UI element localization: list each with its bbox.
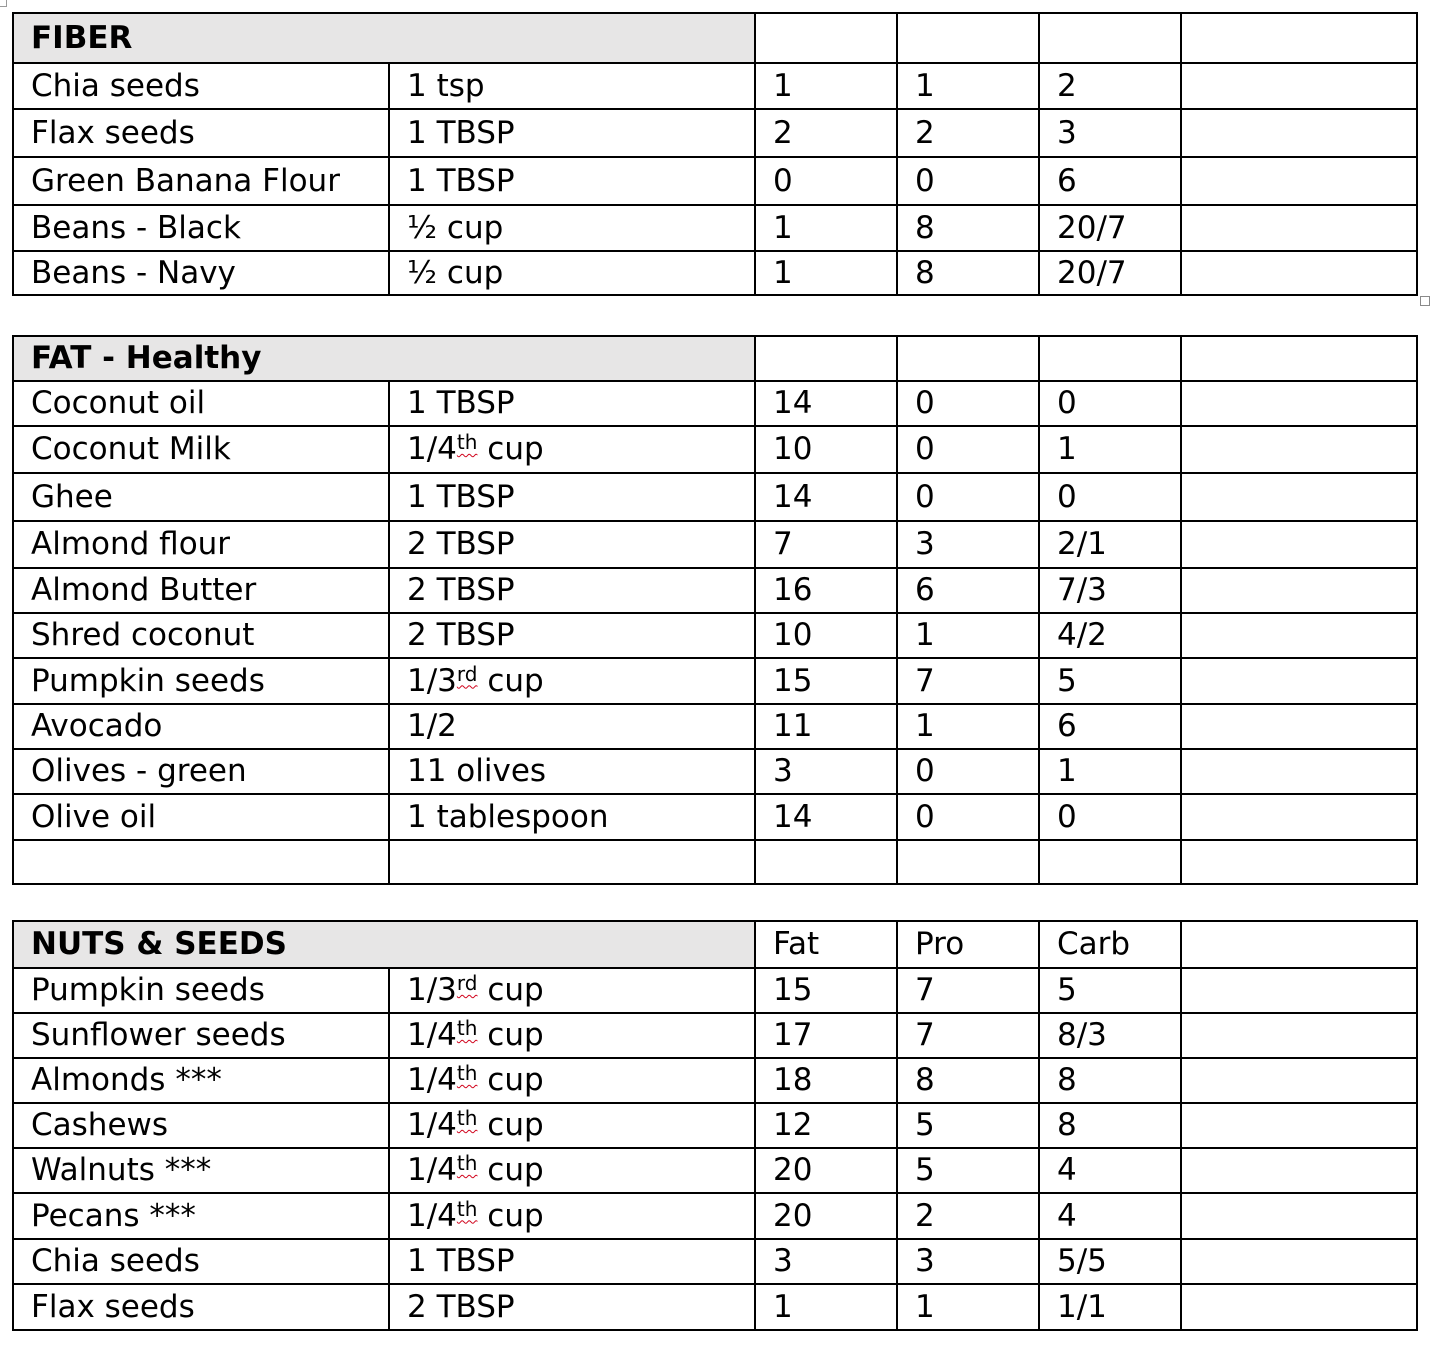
column-header-fat: Fat (755, 921, 897, 968)
value-cell: 8 (897, 205, 1039, 251)
table-row (13, 205, 1417, 251)
ordinal-suffix: th (456, 1106, 478, 1130)
table-row (13, 109, 1417, 157)
value-cell: 1 (755, 251, 897, 295)
table-header-row (13, 921, 1417, 968)
food-name: Olives - green (13, 749, 389, 794)
table-row (13, 1239, 1417, 1284)
value-cell: 1 (897, 613, 1039, 658)
serving-size (389, 968, 755, 1013)
serving-size: 1/2 (389, 704, 755, 749)
food-name: Pumpkin seeds (13, 968, 389, 1013)
serving-unit: cup (477, 1062, 544, 1098)
serving-number: 1/4 (407, 1107, 457, 1143)
serving-size (389, 1013, 755, 1058)
value-cell: 14 (755, 381, 897, 426)
value-cell: 5/5 (1039, 1239, 1181, 1284)
value-cell: 16 (755, 568, 897, 613)
serving-size: 2 TBSP (389, 613, 755, 658)
value-cell (1181, 1239, 1417, 1284)
serving-unit: cup (477, 1017, 544, 1053)
serving-unit: cup (477, 1197, 544, 1234)
value-cell: 1 (897, 63, 1039, 109)
value-cell: 7/3 (1039, 568, 1181, 613)
value-cell: 2 (897, 109, 1039, 157)
column-header (1039, 13, 1181, 63)
value-cell (755, 840, 897, 884)
column-header (897, 13, 1039, 63)
serving-size: 1 TBSP (389, 473, 755, 521)
section-title: FIBER (13, 13, 755, 63)
value-cell: 20/7 (1039, 205, 1181, 251)
serving-size (389, 1103, 755, 1148)
ordinal-suffix: th (456, 1016, 478, 1040)
column-header (897, 336, 1039, 381)
serving-unit: cup (477, 662, 544, 699)
food-name: Coconut oil (13, 381, 389, 426)
value-cell: 7 (755, 521, 897, 568)
table-row (13, 1013, 1417, 1058)
serving-size: ½ cup (389, 251, 755, 295)
table-row (13, 568, 1417, 613)
value-cell (1039, 840, 1181, 884)
food-name: Almond flour (13, 521, 389, 568)
value-cell: 2 (1039, 63, 1181, 109)
table-row (13, 658, 1417, 704)
table-row (13, 1058, 1417, 1103)
serving-size: 11 olives (389, 749, 755, 794)
value-cell (1181, 63, 1417, 109)
value-cell: 8 (897, 251, 1039, 295)
serving-size (389, 426, 755, 473)
table-row (13, 157, 1417, 205)
value-cell: 1 (755, 63, 897, 109)
serving-number: 1/4 (407, 1017, 457, 1053)
serving-unit: cup (477, 972, 544, 1008)
value-cell: 4/2 (1039, 613, 1181, 658)
table-row (13, 426, 1417, 473)
serving-size (389, 1148, 755, 1193)
food-name: Beans - Navy (13, 251, 389, 295)
serving-size: ½ cup (389, 205, 755, 251)
value-cell: 11 (755, 704, 897, 749)
column-header (1181, 13, 1417, 63)
ordinal-suffix: rd (456, 971, 478, 995)
value-cell: 20 (755, 1193, 897, 1239)
column-header-pro: Pro (897, 921, 1039, 968)
column-header (1181, 921, 1417, 968)
serving-unit: cup (477, 1152, 544, 1188)
food-name: Ghee (13, 473, 389, 521)
table-row (13, 381, 1417, 426)
value-cell: 5 (1039, 968, 1181, 1013)
ordinal-suffix: th (456, 1196, 478, 1221)
column-header (755, 13, 897, 63)
table-header-row (13, 336, 1417, 381)
value-cell (1181, 521, 1417, 568)
value-cell (1181, 473, 1417, 521)
value-cell: 7 (897, 968, 1039, 1013)
value-cell: 1 (755, 1284, 897, 1330)
value-cell: 1 (897, 1284, 1039, 1330)
table-row (13, 1193, 1417, 1239)
value-cell: 1 (1039, 426, 1181, 473)
value-cell: 6 (1039, 157, 1181, 205)
table-row (13, 473, 1417, 521)
value-cell: 0 (897, 157, 1039, 205)
food-name: Chia seeds (13, 63, 389, 109)
value-cell: 0 (897, 749, 1039, 794)
food-name: Almonds *** (13, 1058, 389, 1103)
table-row (13, 794, 1417, 840)
value-cell: 12 (755, 1103, 897, 1148)
food-name: Flax seeds (13, 109, 389, 157)
value-cell: 0 (1039, 794, 1181, 840)
serving-number: 1/4 (407, 1152, 457, 1188)
value-cell: 3 (755, 1239, 897, 1284)
food-name: Sunflower seeds (13, 1013, 389, 1058)
value-cell: 0 (897, 473, 1039, 521)
value-cell: 3 (897, 521, 1039, 568)
value-cell: 1 (897, 704, 1039, 749)
value-cell (1181, 1284, 1417, 1330)
table-resize-handle[interactable] (1420, 296, 1430, 306)
value-cell (1181, 1148, 1417, 1193)
food-name: Coconut Milk (13, 426, 389, 473)
food-name: Olive oil (13, 794, 389, 840)
table-row (13, 521, 1417, 568)
value-cell (1181, 381, 1417, 426)
document-corner-mark (0, 0, 7, 7)
value-cell: 0 (897, 426, 1039, 473)
serving-unit: cup (477, 431, 544, 467)
serving-number: 1/3 (407, 972, 457, 1008)
value-cell: 6 (1039, 704, 1181, 749)
value-cell: 5 (897, 1148, 1039, 1193)
table-row-empty (13, 840, 1417, 884)
value-cell: 8/3 (1039, 1013, 1181, 1058)
value-cell: 10 (755, 426, 897, 473)
table-row (13, 1103, 1417, 1148)
value-cell: 0 (897, 381, 1039, 426)
serving-number: 1/4 (407, 1062, 457, 1098)
value-cell: 0 (1039, 381, 1181, 426)
value-cell (1181, 205, 1417, 251)
value-cell: 8 (1039, 1103, 1181, 1148)
value-cell (1181, 109, 1417, 157)
serving-size: 1 tsp (389, 63, 755, 109)
value-cell: 10 (755, 613, 897, 658)
value-cell: 2 (755, 109, 897, 157)
food-name: Beans - Black (13, 205, 389, 251)
food-name: Green Banana Flour (13, 157, 389, 205)
value-cell (1181, 840, 1417, 884)
column-header (755, 336, 897, 381)
value-cell: 15 (755, 968, 897, 1013)
serving-size: 2 TBSP (389, 521, 755, 568)
value-cell: 7 (897, 1013, 1039, 1058)
serving-size: 2 TBSP (389, 1284, 755, 1330)
value-cell (1181, 1103, 1417, 1148)
value-cell (1181, 251, 1417, 295)
value-cell (1181, 749, 1417, 794)
serving-size (389, 840, 755, 884)
table-row (13, 251, 1417, 295)
value-cell: 2 (897, 1193, 1039, 1239)
value-cell (1181, 1058, 1417, 1103)
table-row (13, 613, 1417, 658)
serving-size (389, 1193, 755, 1239)
food-name: Avocado (13, 704, 389, 749)
value-cell: 5 (1039, 658, 1181, 704)
value-cell: 2/1 (1039, 521, 1181, 568)
table-row (13, 968, 1417, 1013)
value-cell: 3 (897, 1239, 1039, 1284)
value-cell: 5 (897, 1103, 1039, 1148)
ordinal-suffix: th (456, 430, 478, 454)
value-cell: 1/1 (1039, 1284, 1181, 1330)
value-cell (1181, 794, 1417, 840)
serving-size: 1 TBSP (389, 381, 755, 426)
fiber-table (12, 12, 1418, 296)
food-name (13, 840, 389, 884)
value-cell (1181, 426, 1417, 473)
section-title: FAT - Healthy (13, 336, 755, 381)
value-cell: 0 (897, 794, 1039, 840)
serving-size: 1 TBSP (389, 157, 755, 205)
food-name: Cashews (13, 1103, 389, 1148)
value-cell: 4 (1039, 1193, 1181, 1239)
nuts-seeds-table (12, 920, 1418, 1331)
serving-size: 1 tablespoon (389, 794, 755, 840)
column-header-carb: Carb (1039, 921, 1181, 968)
value-cell (1181, 968, 1417, 1013)
ordinal-suffix: th (456, 1061, 478, 1085)
value-cell: 8 (1039, 1058, 1181, 1103)
value-cell: 0 (755, 157, 897, 205)
serving-number: 1/3 (407, 662, 457, 699)
value-cell: 0 (1039, 473, 1181, 521)
value-cell: 4 (1039, 1148, 1181, 1193)
column-header (1039, 336, 1181, 381)
ordinal-suffix: rd (456, 661, 478, 686)
food-name: Walnuts *** (13, 1148, 389, 1193)
value-cell: 14 (755, 473, 897, 521)
value-cell (1181, 1193, 1417, 1239)
value-cell: 20 (755, 1148, 897, 1193)
section-title: NUTS & SEEDS (13, 921, 755, 968)
value-cell: 20/7 (1039, 251, 1181, 295)
food-name: Almond Butter (13, 568, 389, 613)
ordinal-suffix: th (456, 1151, 478, 1175)
food-name: Pecans *** (13, 1193, 389, 1239)
value-cell: 6 (897, 568, 1039, 613)
table-row (13, 63, 1417, 109)
value-cell (1181, 704, 1417, 749)
food-name: Pumpkin seeds (13, 658, 389, 704)
fat-healthy-table (12, 335, 1418, 885)
table-row (13, 749, 1417, 794)
value-cell: 8 (897, 1058, 1039, 1103)
value-cell: 14 (755, 794, 897, 840)
food-name: Flax seeds (13, 1284, 389, 1330)
value-cell: 3 (755, 749, 897, 794)
value-cell: 3 (1039, 109, 1181, 157)
value-cell (1181, 1013, 1417, 1058)
value-cell: 17 (755, 1013, 897, 1058)
serving-number: 1/4 (407, 1197, 457, 1234)
value-cell (897, 840, 1039, 884)
serving-size (389, 658, 755, 704)
serving-size: 1 TBSP (389, 109, 755, 157)
serving-size: 2 TBSP (389, 568, 755, 613)
value-cell: 1 (1039, 749, 1181, 794)
value-cell: 1 (755, 205, 897, 251)
serving-size (389, 1058, 755, 1103)
food-name: Shred coconut (13, 613, 389, 658)
serving-number: 1/4 (407, 431, 457, 467)
table-row (13, 704, 1417, 749)
table-row (13, 1284, 1417, 1330)
value-cell: 7 (897, 658, 1039, 704)
value-cell: 15 (755, 658, 897, 704)
value-cell: 18 (755, 1058, 897, 1103)
value-cell (1181, 568, 1417, 613)
serving-unit: cup (477, 1107, 544, 1143)
table-header-row (13, 13, 1417, 63)
serving-size: 1 TBSP (389, 1239, 755, 1284)
value-cell (1181, 157, 1417, 205)
food-name: Chia seeds (13, 1239, 389, 1284)
column-header (1181, 336, 1417, 381)
value-cell (1181, 658, 1417, 704)
table-row (13, 1148, 1417, 1193)
value-cell (1181, 613, 1417, 658)
